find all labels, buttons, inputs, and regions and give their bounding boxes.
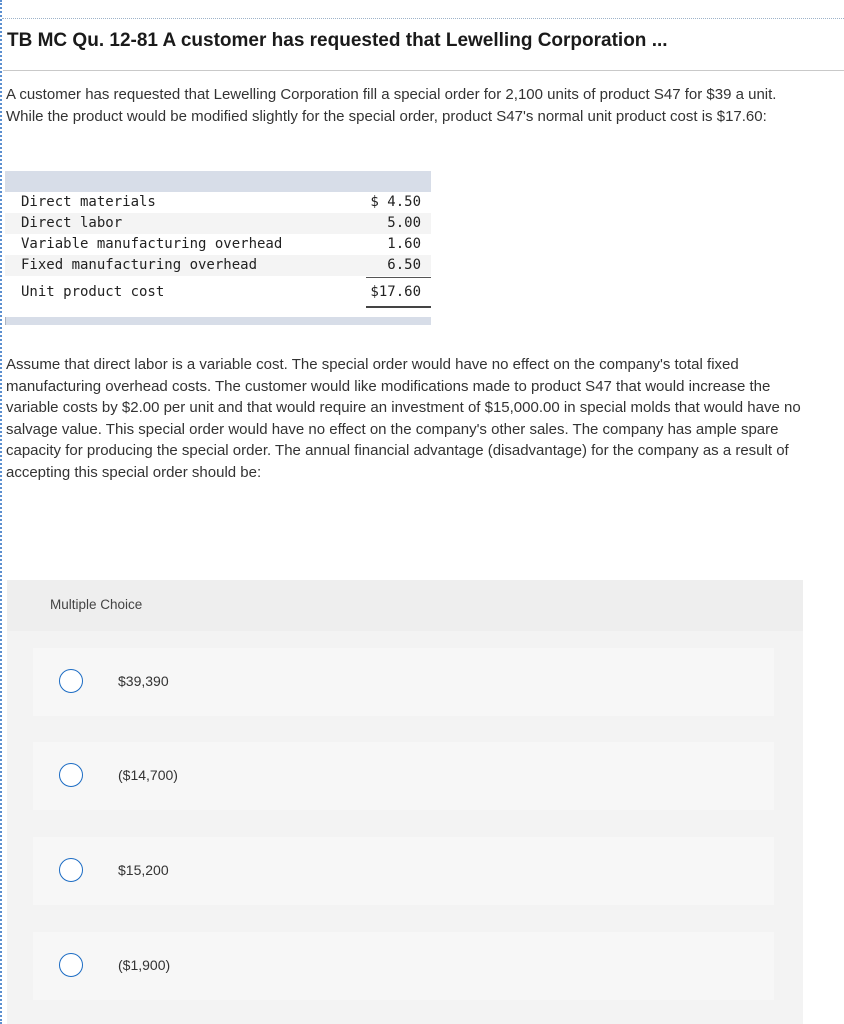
answer-option-3[interactable] <box>33 837 774 905</box>
row-label: Variable manufacturing overhead <box>21 236 283 252</box>
option-text: ($14,700) <box>118 767 178 783</box>
multiple-choice-label: Multiple Choice <box>50 597 143 612</box>
table-row <box>5 255 431 276</box>
row-value: $ 4.50 <box>370 194 421 210</box>
question-body: Assume that direct labor is a variable cost. The special order would have no effect on the company's total fixed manufacturing overhead costs. The customer would like modifications made to product S47 that would increase the variable costs by $2.00 per unit and that would require an investment of $15,000.00 in special molds that would have no salvage value. This special order would have no effect on the company's other sales. The company has ample spare capacity for producing the special order. The annual financial advantage (disadvantage) for the company as a result of accepting this special order should be: <box>6 356 801 481</box>
total-label: Unit product cost <box>21 284 165 300</box>
radio-button[interactable] <box>59 858 83 882</box>
table-row <box>5 192 431 213</box>
option-text: $39,390 <box>118 673 169 689</box>
title-divider <box>3 70 844 71</box>
question-title: TB MC Qu. 12-81 A customer has requested that Lewelling Corporation ... <box>7 30 668 51</box>
unit-cost-table <box>5 171 431 325</box>
radio-button[interactable] <box>59 953 83 977</box>
subtotal-underline <box>366 277 431 278</box>
table-footer-bar <box>5 317 431 325</box>
table-row <box>5 234 431 255</box>
top-dotted-rule <box>2 18 844 19</box>
row-label: Direct labor <box>21 215 123 231</box>
row-value: 6.50 <box>387 257 421 273</box>
row-label: Direct materials <box>21 194 156 210</box>
answer-option-2[interactable] <box>33 742 774 810</box>
radio-button[interactable] <box>59 763 83 787</box>
answer-option-4[interactable] <box>33 932 774 1000</box>
multiple-choice-header <box>7 580 803 631</box>
row-label: Fixed manufacturing overhead <box>21 257 258 273</box>
table-row <box>5 213 431 234</box>
row-value: 1.60 <box>387 236 421 252</box>
table-header-bar <box>5 171 431 192</box>
row-value: 5.00 <box>387 215 421 231</box>
option-text: ($1,900) <box>118 957 171 973</box>
table-total-row <box>5 282 431 303</box>
total-value: $17.60 <box>370 284 421 300</box>
question-intro: A customer has requested that Lewelling Corporation fill a special order for 2,100 units of product S47 for $39 a unit. While the product would be modified slightly for the special order, product S47's normal unit product cost is $17.60: <box>6 86 777 125</box>
option-text: $15,200 <box>118 862 169 878</box>
multiple-choice-panel <box>7 580 803 1024</box>
radio-button[interactable] <box>59 669 83 693</box>
answer-option-1[interactable] <box>33 648 774 716</box>
total-double-underline <box>366 306 431 308</box>
left-dotted-border <box>0 0 2 1024</box>
